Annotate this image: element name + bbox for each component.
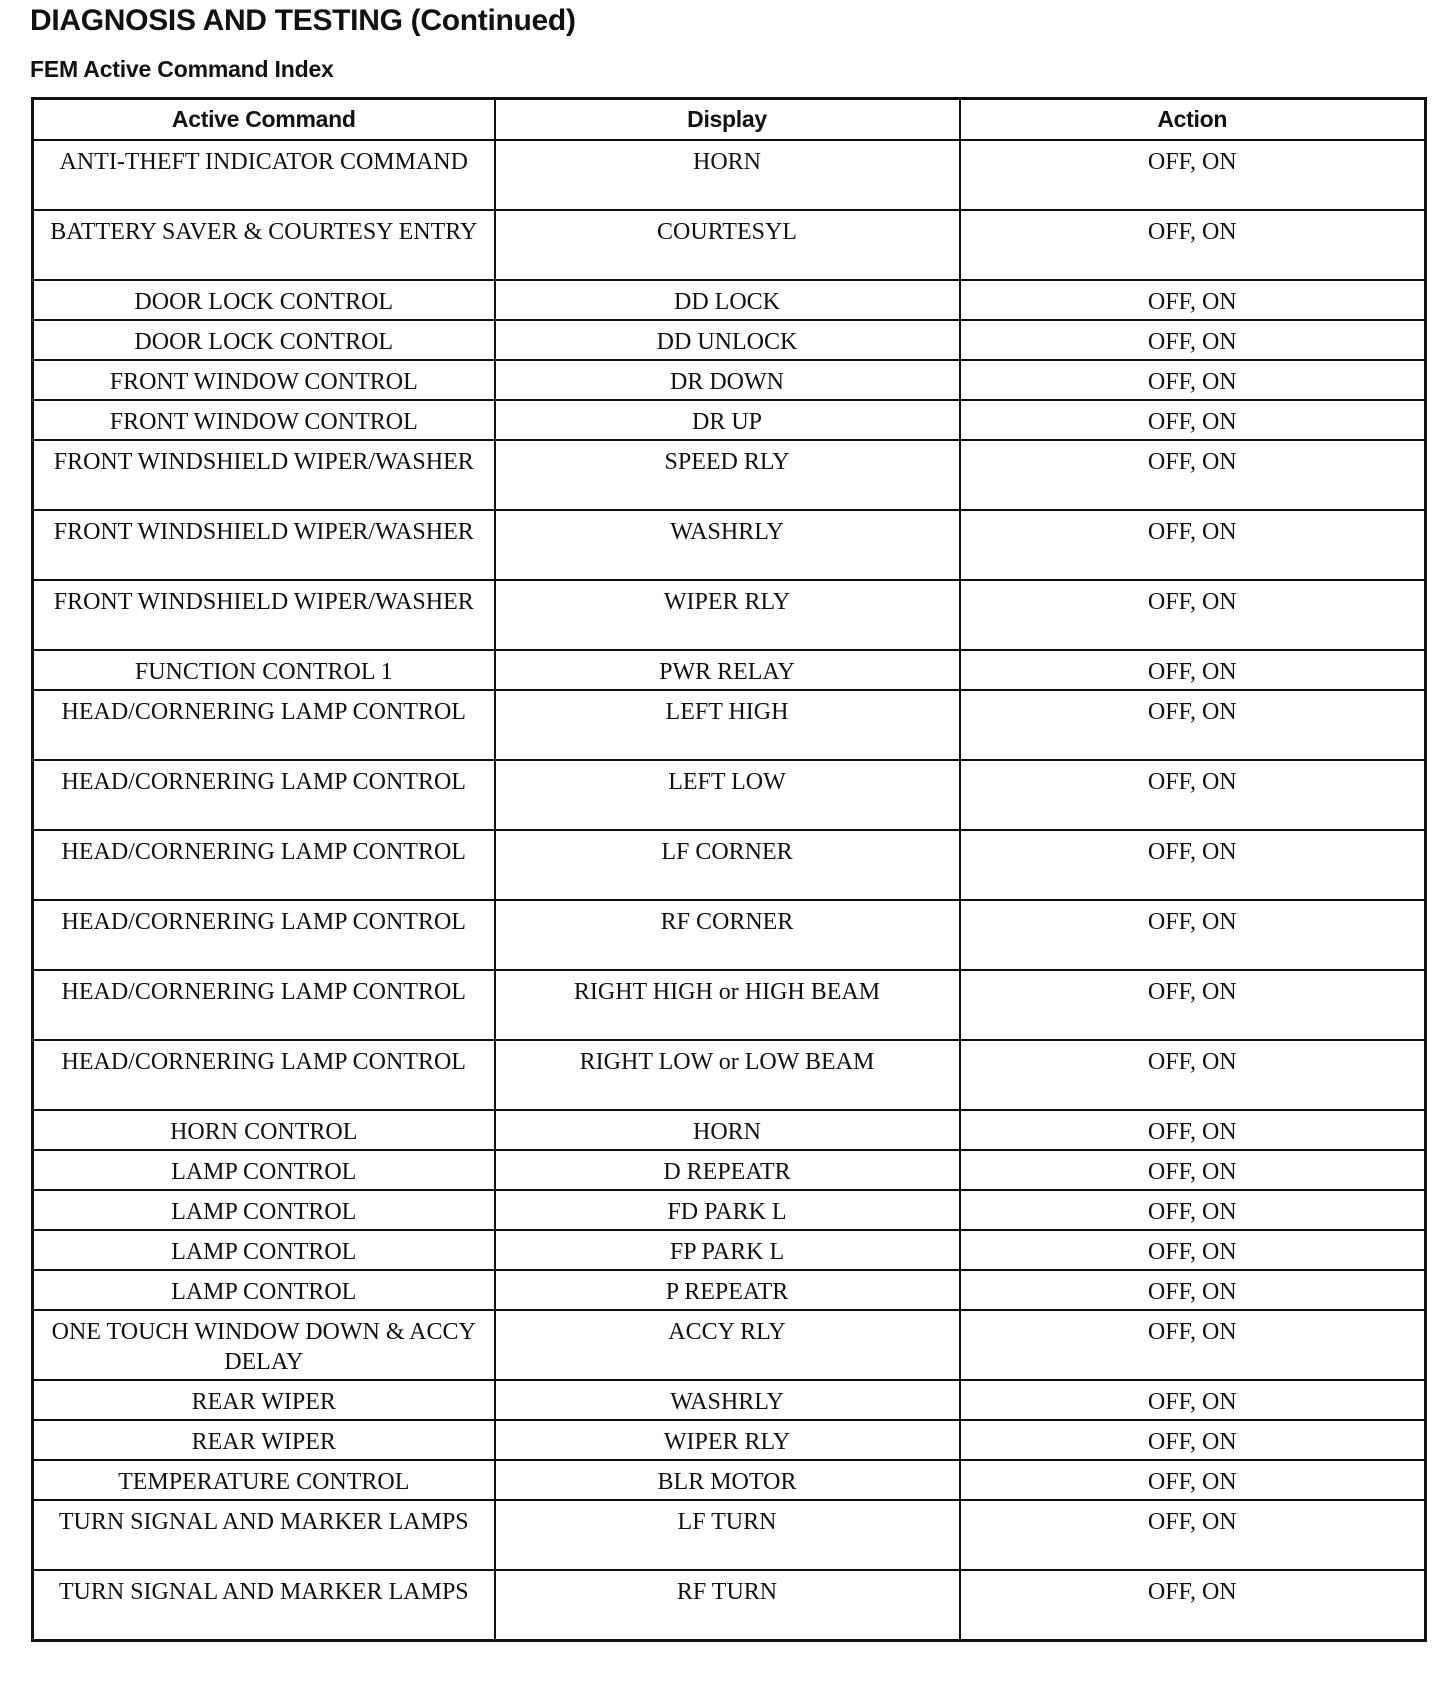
table-row	[33, 1380, 1426, 1420]
action-cell: OFF, ON	[960, 1380, 1426, 1420]
action-cell: OFF, ON	[960, 1500, 1426, 1570]
action-cell: OFF, ON	[960, 1230, 1426, 1270]
action-cell: OFF, ON	[960, 1040, 1426, 1110]
table-row	[33, 830, 1426, 900]
display-cell: PWR RELAY	[495, 650, 960, 690]
active-command-cell: HORN CONTROL	[33, 1110, 495, 1150]
table-row	[33, 280, 1426, 320]
table-row	[33, 1110, 1426, 1150]
active-command-cell: LAMP CONTROL	[33, 1150, 495, 1190]
display-cell: D REPEATR	[495, 1150, 960, 1190]
active-command-cell: ANTI-THEFT INDICATOR COMMAND	[33, 140, 495, 210]
table-row	[33, 1230, 1426, 1270]
display-cell: LF CORNER	[495, 830, 960, 900]
table-row	[33, 320, 1426, 360]
table-row	[33, 1570, 1426, 1641]
display-cell: HORN	[495, 1110, 960, 1150]
table-row	[33, 1040, 1426, 1110]
action-cell: OFF, ON	[960, 1460, 1426, 1500]
active-command-cell: LAMP CONTROL	[33, 1230, 495, 1270]
column-header-action: Action	[960, 99, 1426, 141]
display-cell: RF TURN	[495, 1570, 960, 1641]
action-cell: OFF, ON	[960, 1190, 1426, 1230]
display-cell: FP PARK L	[495, 1230, 960, 1270]
active-command-cell: FRONT WINDOW CONTROL	[33, 360, 495, 400]
table-row	[33, 690, 1426, 760]
display-cell: WIPER RLY	[495, 580, 960, 650]
active-command-cell: REAR WIPER	[33, 1420, 495, 1460]
table-row	[33, 360, 1426, 400]
display-cell: BLR MOTOR	[495, 1460, 960, 1500]
table-row	[33, 210, 1426, 280]
display-cell: WASHRLY	[495, 1380, 960, 1420]
display-cell: SPEED RLY	[495, 440, 960, 510]
display-cell: DR DOWN	[495, 360, 960, 400]
column-header-active-command: Active Command	[33, 99, 495, 141]
display-cell: RIGHT LOW or LOW BEAM	[495, 1040, 960, 1110]
table-row	[33, 580, 1426, 650]
display-cell: WASHRLY	[495, 510, 960, 580]
active-command-cell: DOOR LOCK CONTROL	[33, 280, 495, 320]
display-cell: P REPEATR	[495, 1270, 960, 1310]
display-cell: FD PARK L	[495, 1190, 960, 1230]
table-row	[33, 1190, 1426, 1230]
active-command-cell: TEMPERATURE CONTROL	[33, 1460, 495, 1500]
action-cell: OFF, ON	[960, 360, 1426, 400]
active-command-cell: HEAD/CORNERING LAMP CONTROL	[33, 1040, 495, 1110]
display-cell: WIPER RLY	[495, 1420, 960, 1460]
table-header-row	[33, 99, 1426, 141]
display-cell: LEFT LOW	[495, 760, 960, 830]
active-command-cell: DOOR LOCK CONTROL	[33, 320, 495, 360]
display-cell: RIGHT HIGH or HIGH BEAM	[495, 970, 960, 1040]
action-cell: OFF, ON	[960, 400, 1426, 440]
table-row	[33, 900, 1426, 970]
display-cell: LF TURN	[495, 1500, 960, 1570]
table-row	[33, 510, 1426, 580]
active-command-cell: HEAD/CORNERING LAMP CONTROL	[33, 900, 495, 970]
active-command-cell: REAR WIPER	[33, 1380, 495, 1420]
action-cell: OFF, ON	[960, 830, 1426, 900]
active-command-cell: BATTERY SAVER & COURTESY ENTRY	[33, 210, 495, 280]
action-cell: OFF, ON	[960, 440, 1426, 510]
active-command-cell: HEAD/CORNERING LAMP CONTROL	[33, 830, 495, 900]
action-cell: OFF, ON	[960, 650, 1426, 690]
action-cell: OFF, ON	[960, 900, 1426, 970]
table-row	[33, 1310, 1426, 1380]
table-row	[33, 140, 1426, 210]
table-row	[33, 1150, 1426, 1190]
active-command-cell: HEAD/CORNERING LAMP CONTROL	[33, 760, 495, 830]
action-cell: OFF, ON	[960, 1150, 1426, 1190]
table-row	[33, 1500, 1426, 1570]
table-title: FEM Active Command Index	[30, 56, 334, 82]
table-row	[33, 650, 1426, 690]
table-row	[33, 970, 1426, 1040]
active-command-cell: TURN SIGNAL AND MARKER LAMPS	[33, 1500, 495, 1570]
display-cell: HORN	[495, 140, 960, 210]
display-cell: RF CORNER	[495, 900, 960, 970]
action-cell: OFF, ON	[960, 1420, 1426, 1460]
active-command-cell: FRONT WINDOW CONTROL	[33, 400, 495, 440]
action-cell: OFF, ON	[960, 1310, 1426, 1380]
action-cell: OFF, ON	[960, 210, 1426, 280]
active-command-table	[31, 97, 1427, 1642]
active-command-cell: FRONT WINDSHIELD WIPER/WASHER	[33, 440, 495, 510]
display-cell: DD LOCK	[495, 280, 960, 320]
active-command-cell: TURN SIGNAL AND MARKER LAMPS	[33, 1570, 495, 1641]
action-cell: OFF, ON	[960, 280, 1426, 320]
active-command-cell: FRONT WINDSHIELD WIPER/WASHER	[33, 510, 495, 580]
active-command-cell: HEAD/CORNERING LAMP CONTROL	[33, 970, 495, 1040]
active-command-cell: LAMP CONTROL	[33, 1270, 495, 1310]
active-command-cell: FRONT WINDSHIELD WIPER/WASHER	[33, 580, 495, 650]
display-cell: LEFT HIGH	[495, 690, 960, 760]
display-cell: DD UNLOCK	[495, 320, 960, 360]
table-row	[33, 760, 1426, 830]
column-header-display: Display	[495, 99, 960, 141]
action-cell: OFF, ON	[960, 580, 1426, 650]
action-cell: OFF, ON	[960, 1110, 1426, 1150]
display-cell: COURTESYL	[495, 210, 960, 280]
action-cell: OFF, ON	[960, 970, 1426, 1040]
table-row	[33, 1460, 1426, 1500]
active-command-cell: LAMP CONTROL	[33, 1190, 495, 1230]
action-cell: OFF, ON	[960, 690, 1426, 760]
table-row	[33, 1270, 1426, 1310]
action-cell: OFF, ON	[960, 1570, 1426, 1641]
action-cell: OFF, ON	[960, 320, 1426, 360]
action-cell: OFF, ON	[960, 140, 1426, 210]
table-row	[33, 1420, 1426, 1460]
table-row	[33, 400, 1426, 440]
action-cell: OFF, ON	[960, 760, 1426, 830]
table-row	[33, 440, 1426, 510]
display-cell: DR UP	[495, 400, 960, 440]
action-cell: OFF, ON	[960, 1270, 1426, 1310]
active-command-cell: ONE TOUCH WINDOW DOWN & ACCY DELAY	[33, 1310, 495, 1380]
active-command-cell: HEAD/CORNERING LAMP CONTROL	[33, 690, 495, 760]
active-command-cell: FUNCTION CONTROL 1	[33, 650, 495, 690]
display-cell: ACCY RLY	[495, 1310, 960, 1380]
action-cell: OFF, ON	[960, 510, 1426, 580]
section-title: DIAGNOSIS AND TESTING (Continued)	[30, 4, 576, 37]
